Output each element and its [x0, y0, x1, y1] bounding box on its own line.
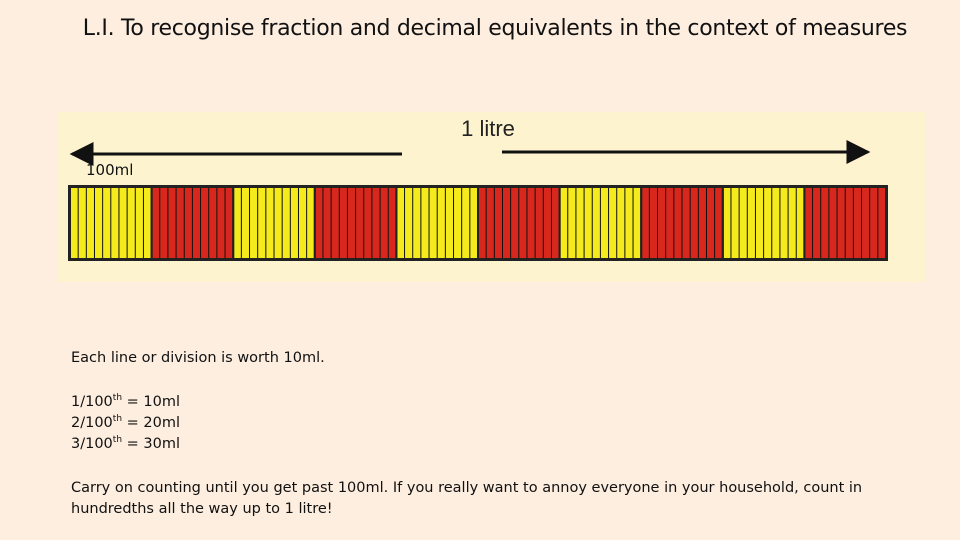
equivalent-line: 3/100th = 30ml	[71, 435, 181, 452]
litre-diagram	[58, 112, 925, 282]
equivalent-line: 2/100th = 20ml	[71, 414, 181, 431]
bar-segments	[68, 185, 888, 261]
litre-label: 1 litre	[461, 116, 515, 141]
equivalents-list	[71, 392, 180, 455]
instruction-text: Carry on counting until you get past 100ml. If you really want to annoy everyone in your household, count in hundredths all the way up to 1 litre!	[71, 480, 863, 517]
equivalent-line: 1/100th = 10ml	[71, 393, 181, 410]
ml-label: 100ml	[86, 161, 134, 179]
page-title: L.I. To recognise fraction and decimal equivalents in the context of measures	[82, 16, 908, 41]
division-note: Each line or division is worth 10ml.	[71, 350, 325, 366]
